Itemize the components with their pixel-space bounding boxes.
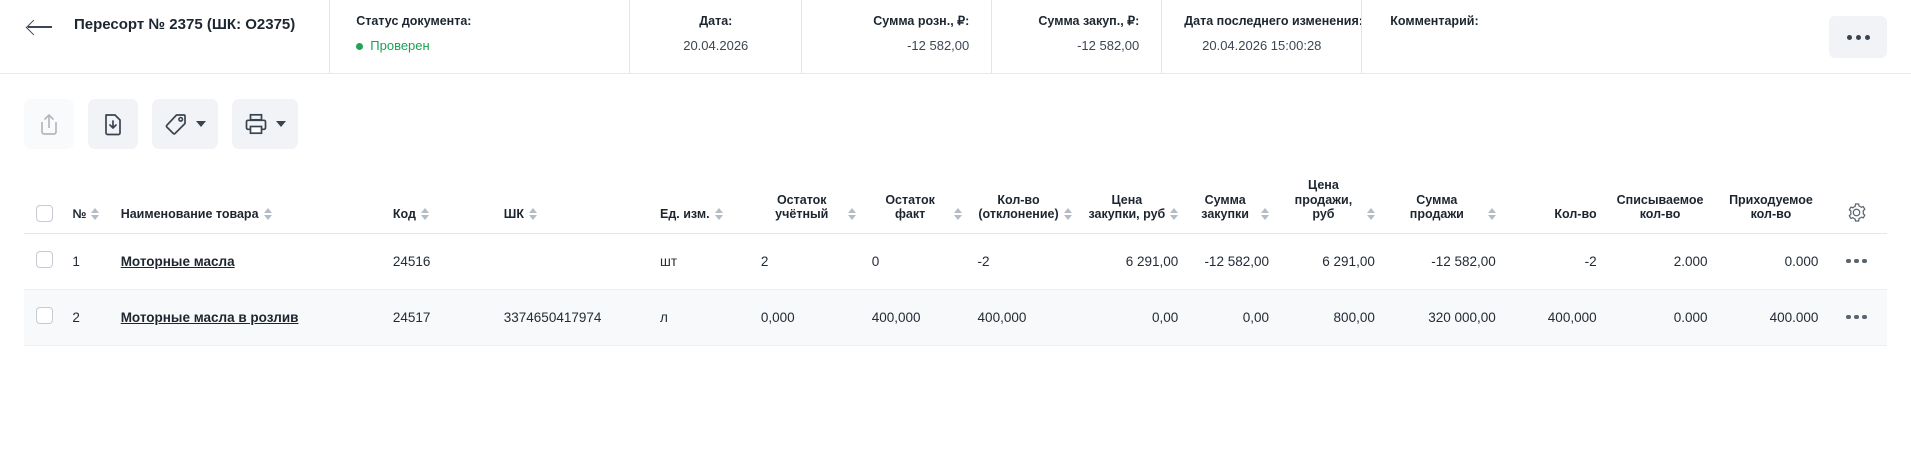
cell-num: 2 xyxy=(64,289,112,345)
header-field-status xyxy=(329,0,629,73)
sort-toggle-icon[interactable] xyxy=(715,207,723,221)
row-more-options-icon[interactable] xyxy=(1834,259,1879,264)
share-upload-icon xyxy=(38,112,60,136)
header-field-last-modified xyxy=(1161,0,1361,73)
column-label-sum_buy: Сумма закупки xyxy=(1201,192,1249,221)
sort-toggle-icon[interactable] xyxy=(91,207,99,221)
printer-icon xyxy=(244,112,268,136)
items-table-container xyxy=(0,178,1911,346)
share-export-button[interactable] xyxy=(24,99,74,149)
back-arrow-icon xyxy=(28,18,54,36)
cell-rest_fact: 400,000 xyxy=(864,289,970,345)
table-body xyxy=(24,233,1887,345)
chevron-down-icon xyxy=(196,121,206,127)
sort-toggle-icon[interactable] xyxy=(529,207,537,221)
column-label-rest_fact: Остаток факт xyxy=(885,192,935,221)
column-header-qty xyxy=(1504,178,1605,233)
more-options-icon-dot3 xyxy=(1865,35,1870,40)
column-label-qty: Кол-во xyxy=(1554,207,1597,221)
status-dot-icon xyxy=(356,43,363,50)
header-label-purchase-sum: Сумма закуп., ₽: xyxy=(1038,14,1140,28)
table-header xyxy=(24,178,1887,233)
cell-num: 1 xyxy=(64,233,112,289)
cell-sum_sell: -12 582,00 xyxy=(1383,233,1504,289)
select-all-checkbox[interactable] xyxy=(36,205,53,222)
column-header-actions xyxy=(1826,178,1887,233)
cell-barcode xyxy=(496,233,652,289)
header-label-comment: Комментарий: xyxy=(1390,14,1479,28)
cell-writeoff: 0.000 xyxy=(1605,289,1716,345)
column-label-code: Код xyxy=(392,207,416,221)
column-header-sum_buy[interactable] xyxy=(1186,178,1277,233)
sort-toggle-icon[interactable] xyxy=(848,207,856,221)
row-checkbox[interactable] xyxy=(36,307,53,324)
row-checkbox-cell xyxy=(24,289,64,345)
column-header-receipt xyxy=(1716,178,1827,233)
more-options-icon-dot2 xyxy=(1856,35,1861,40)
status-text: Проверен xyxy=(370,38,430,53)
table-row[interactable] xyxy=(24,289,1887,345)
settings-gear-icon[interactable] xyxy=(1847,203,1866,222)
table-row[interactable] xyxy=(24,233,1887,289)
header-field-comment xyxy=(1361,0,1591,73)
column-header-check xyxy=(24,178,64,233)
table-header-row xyxy=(24,178,1887,233)
column-header-rest_fact[interactable] xyxy=(864,178,970,233)
cell-name xyxy=(113,289,385,345)
column-label-qty_dev: Кол-во (отклонение) xyxy=(978,192,1059,221)
column-header-writeoff xyxy=(1605,178,1716,233)
row-checkbox[interactable] xyxy=(36,251,53,268)
column-label-num: № xyxy=(72,207,87,221)
row-actions-cell xyxy=(1826,289,1887,345)
row-checkbox-cell xyxy=(24,233,64,289)
cell-rest_acc: 0,000 xyxy=(753,289,864,345)
column-label-barcode: ШК xyxy=(503,207,524,221)
header-label-last-modified: Дата последнего изменения: xyxy=(1184,14,1363,28)
column-header-price_buy[interactable] xyxy=(1080,178,1186,233)
sort-toggle-icon[interactable] xyxy=(1488,207,1496,221)
sort-toggle-icon[interactable] xyxy=(1170,207,1178,221)
cell-qty_dev: -2 xyxy=(970,233,1081,289)
sort-toggle-icon[interactable] xyxy=(1261,207,1269,221)
column-label-rest_acc: Остаток учётный xyxy=(775,192,829,221)
column-label-unit: Ед. изм. xyxy=(660,207,710,221)
header-value-last-modified: 20.04.2026 15:00:28 xyxy=(1202,38,1322,53)
header-value-purchase-sum: -12 582,00 xyxy=(1077,38,1140,53)
sort-toggle-icon[interactable] xyxy=(421,207,429,221)
more-options-icon xyxy=(1847,35,1852,40)
cell-code: 24517 xyxy=(385,289,496,345)
cell-writeoff: 2.000 xyxy=(1605,233,1716,289)
cell-receipt: 0.000 xyxy=(1716,233,1827,289)
cell-qty: -2 xyxy=(1504,233,1605,289)
cell-qty: 400,000 xyxy=(1504,289,1605,345)
cell-name xyxy=(113,233,385,289)
cell-price_buy: 6 291,00 xyxy=(1080,233,1186,289)
cell-price_sell: 6 291,00 xyxy=(1277,233,1383,289)
header-label-retail-sum: Сумма розн., ₽: xyxy=(873,14,970,28)
column-header-name[interactable] xyxy=(113,178,385,233)
cell-sum_buy: -12 582,00 xyxy=(1186,233,1277,289)
more-options-button[interactable] xyxy=(1829,16,1887,58)
cell-receipt: 400.000 xyxy=(1716,289,1827,345)
back-button[interactable] xyxy=(18,0,64,73)
cell-price_buy: 0,00 xyxy=(1080,289,1186,345)
header-field-retail-sum xyxy=(801,0,991,73)
header-label-date: Дата: xyxy=(699,14,733,28)
product-link[interactable]: Моторные масла xyxy=(120,253,235,269)
column-label-price_buy: Цена закупки, руб xyxy=(1088,192,1166,221)
cell-barcode: 3374650417974 xyxy=(496,289,652,345)
download-document-icon xyxy=(102,112,124,136)
cell-unit: шт xyxy=(652,233,753,289)
cell-qty_dev: 400,000 xyxy=(970,289,1081,345)
cell-sum_buy: 0,00 xyxy=(1186,289,1277,345)
chevron-down-icon xyxy=(276,121,286,127)
cell-code: 24516 xyxy=(385,233,496,289)
items-table xyxy=(24,178,1887,346)
column-label-price_sell: Цена продажи, руб xyxy=(1294,178,1353,221)
header-field-date xyxy=(629,0,801,73)
sort-toggle-icon[interactable] xyxy=(264,207,272,221)
cell-rest_fact: 0 xyxy=(864,233,970,289)
status-badge xyxy=(356,38,607,54)
download-button[interactable] xyxy=(88,99,138,149)
column-header-unit[interactable] xyxy=(652,178,753,233)
tag-icon xyxy=(164,112,188,136)
column-header-rest_acc[interactable] xyxy=(753,178,864,233)
product-link[interactable]: Моторные масла в розлив xyxy=(120,309,299,325)
column-header-price_sell[interactable] xyxy=(1277,178,1383,233)
column-label-name: Наименование товара xyxy=(120,207,259,221)
sort-toggle-icon[interactable] xyxy=(1064,207,1072,221)
cell-price_sell: 800,00 xyxy=(1277,289,1383,345)
cell-rest_acc: 2 xyxy=(753,233,864,289)
column-label-receipt: Приходуемое кол-во xyxy=(1729,192,1813,221)
document-header xyxy=(0,0,1911,74)
row-more-options-icon[interactable] xyxy=(1834,315,1879,320)
column-label-sum_sell: Сумма продажи xyxy=(1409,192,1464,221)
column-header-code[interactable] xyxy=(385,178,496,233)
document-toolbar xyxy=(0,74,1911,156)
row-actions-cell xyxy=(1826,233,1887,289)
header-field-purchase-sum xyxy=(991,0,1161,73)
column-label-writeoff: Списываемое кол-во xyxy=(1616,192,1704,221)
header-label-status: Статус документа: xyxy=(356,14,472,28)
column-header-qty_dev[interactable] xyxy=(970,178,1081,233)
column-header-barcode[interactable] xyxy=(496,178,652,233)
column-header-num[interactable] xyxy=(64,178,112,233)
page-title: Пересорт № 2375 (ШК: О2375) xyxy=(74,16,296,33)
print-button[interactable] xyxy=(232,99,298,149)
sort-toggle-icon[interactable] xyxy=(1367,207,1375,221)
header-value-retail-sum: -12 582,00 xyxy=(907,38,970,53)
header-value-date: 20.04.2026 xyxy=(683,38,749,53)
price-tags-button[interactable] xyxy=(152,99,218,149)
column-header-sum_sell[interactable] xyxy=(1383,178,1504,233)
cell-unit: л xyxy=(652,289,753,345)
cell-sum_sell: 320 000,00 xyxy=(1383,289,1504,345)
sort-toggle-icon[interactable] xyxy=(954,207,962,221)
